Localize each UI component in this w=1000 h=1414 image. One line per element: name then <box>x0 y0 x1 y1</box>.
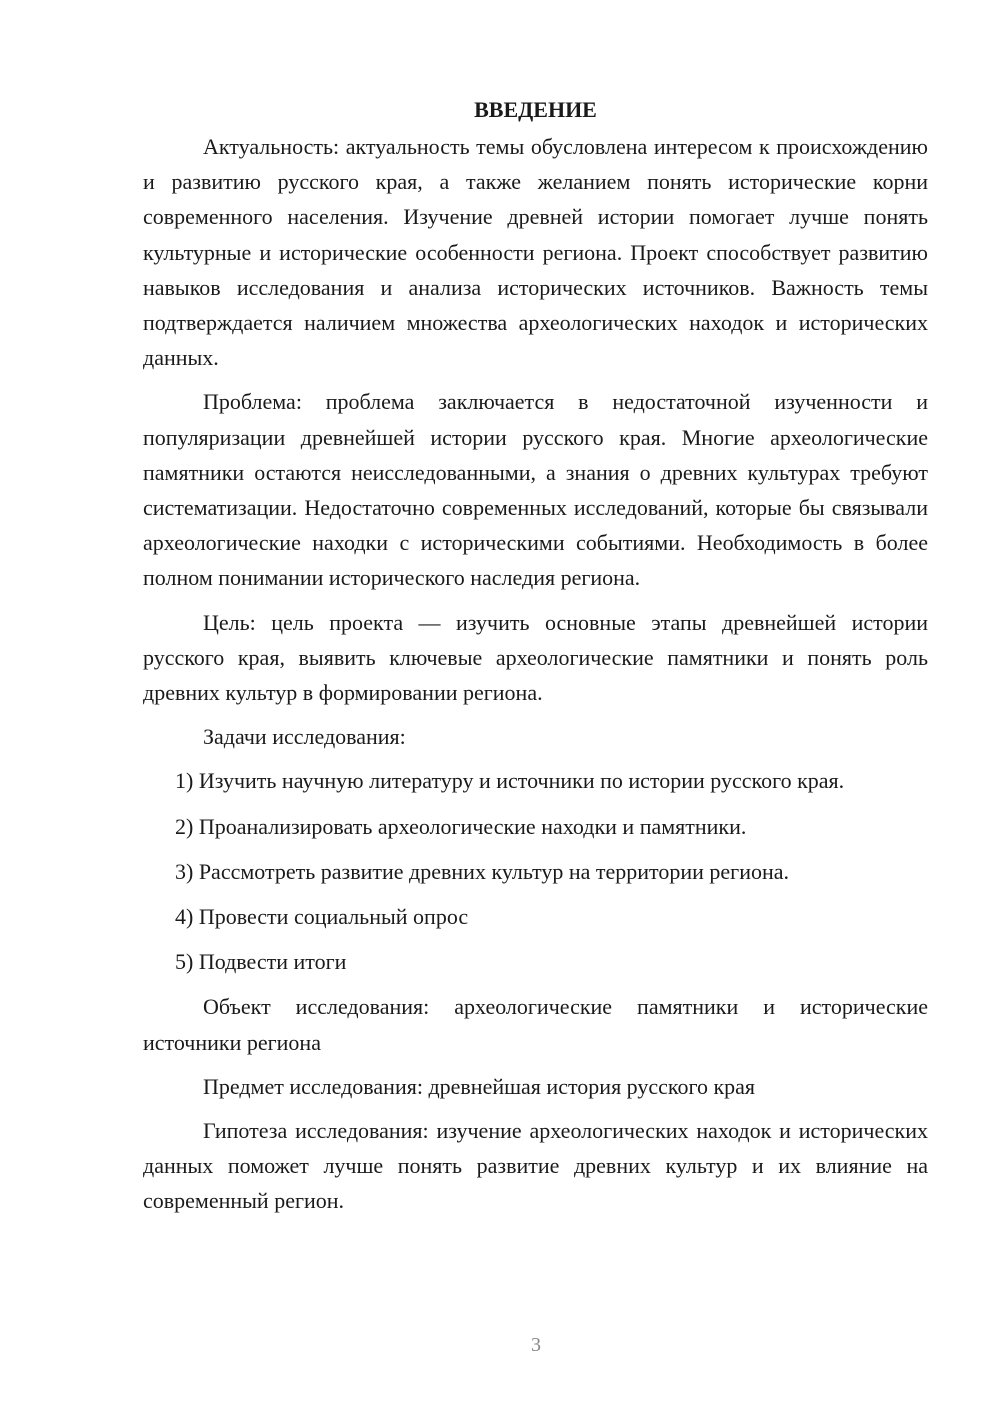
hypothesis-paragraph: Гипотеза исследования: изучение археологических находок и исторических данных поможет лучше понять развитие древних культур и их влияние на современный регион. <box>143 1118 928 1214</box>
task-item-2: 2) Проанализировать археологические находки и памятники. <box>175 813 747 839</box>
document-page <box>143 95 928 1228</box>
task-item-1: 1) Изучить научную литературу и источники по истории русского края. <box>175 768 845 794</box>
task-item-5: 5) Подвести итоги <box>175 949 347 975</box>
object-paragraph: Объект исследования: археологические памятники и исторические источники региона <box>143 994 928 1055</box>
relevance-paragraph: Актуальность: актуальность темы обусловлена интересом к происхождению и развитию русского края, а также желанием понять исторические корни современного населения. Изучение древней истории помогает лучше понять культурные и исторические особенности региона. Проект способствует развитию навыков исследования и анализа исторических источников. Важность темы подтверждается наличием множества археологических находок и исторических данных. <box>143 134 928 371</box>
tasks-heading: Задачи исследования: <box>203 724 406 750</box>
page-number: 3 <box>531 1334 541 1356</box>
subject-paragraph: Предмет исследования: древнейшая история русского края <box>203 1073 756 1099</box>
document-title: ВВЕДЕНИЕ <box>474 97 597 122</box>
problem-paragraph: Проблема: проблема заключается в недостаточной изученности и популяризации древнейшей истории русского края. Многие археологические памятники остаются неисследованными, а знания о древних культурах требуют систематизации. Недостаточно современных исследований, которые бы связывали археологические находки с историческими событиями. Необходимость в более полном понимании исторического наследия региона. <box>143 389 928 591</box>
task-item-3: 3) Рассмотреть развитие древних культур на территории региона. <box>175 858 790 884</box>
goal-paragraph: Цель: цель проекта — изучить основные этапы древнейшей истории русского края, выявить ключевые археологические памятники и понять роль древних культур в формировании региона. <box>143 609 928 706</box>
task-item-4: 4) Провести социальный опрос <box>175 904 469 930</box>
